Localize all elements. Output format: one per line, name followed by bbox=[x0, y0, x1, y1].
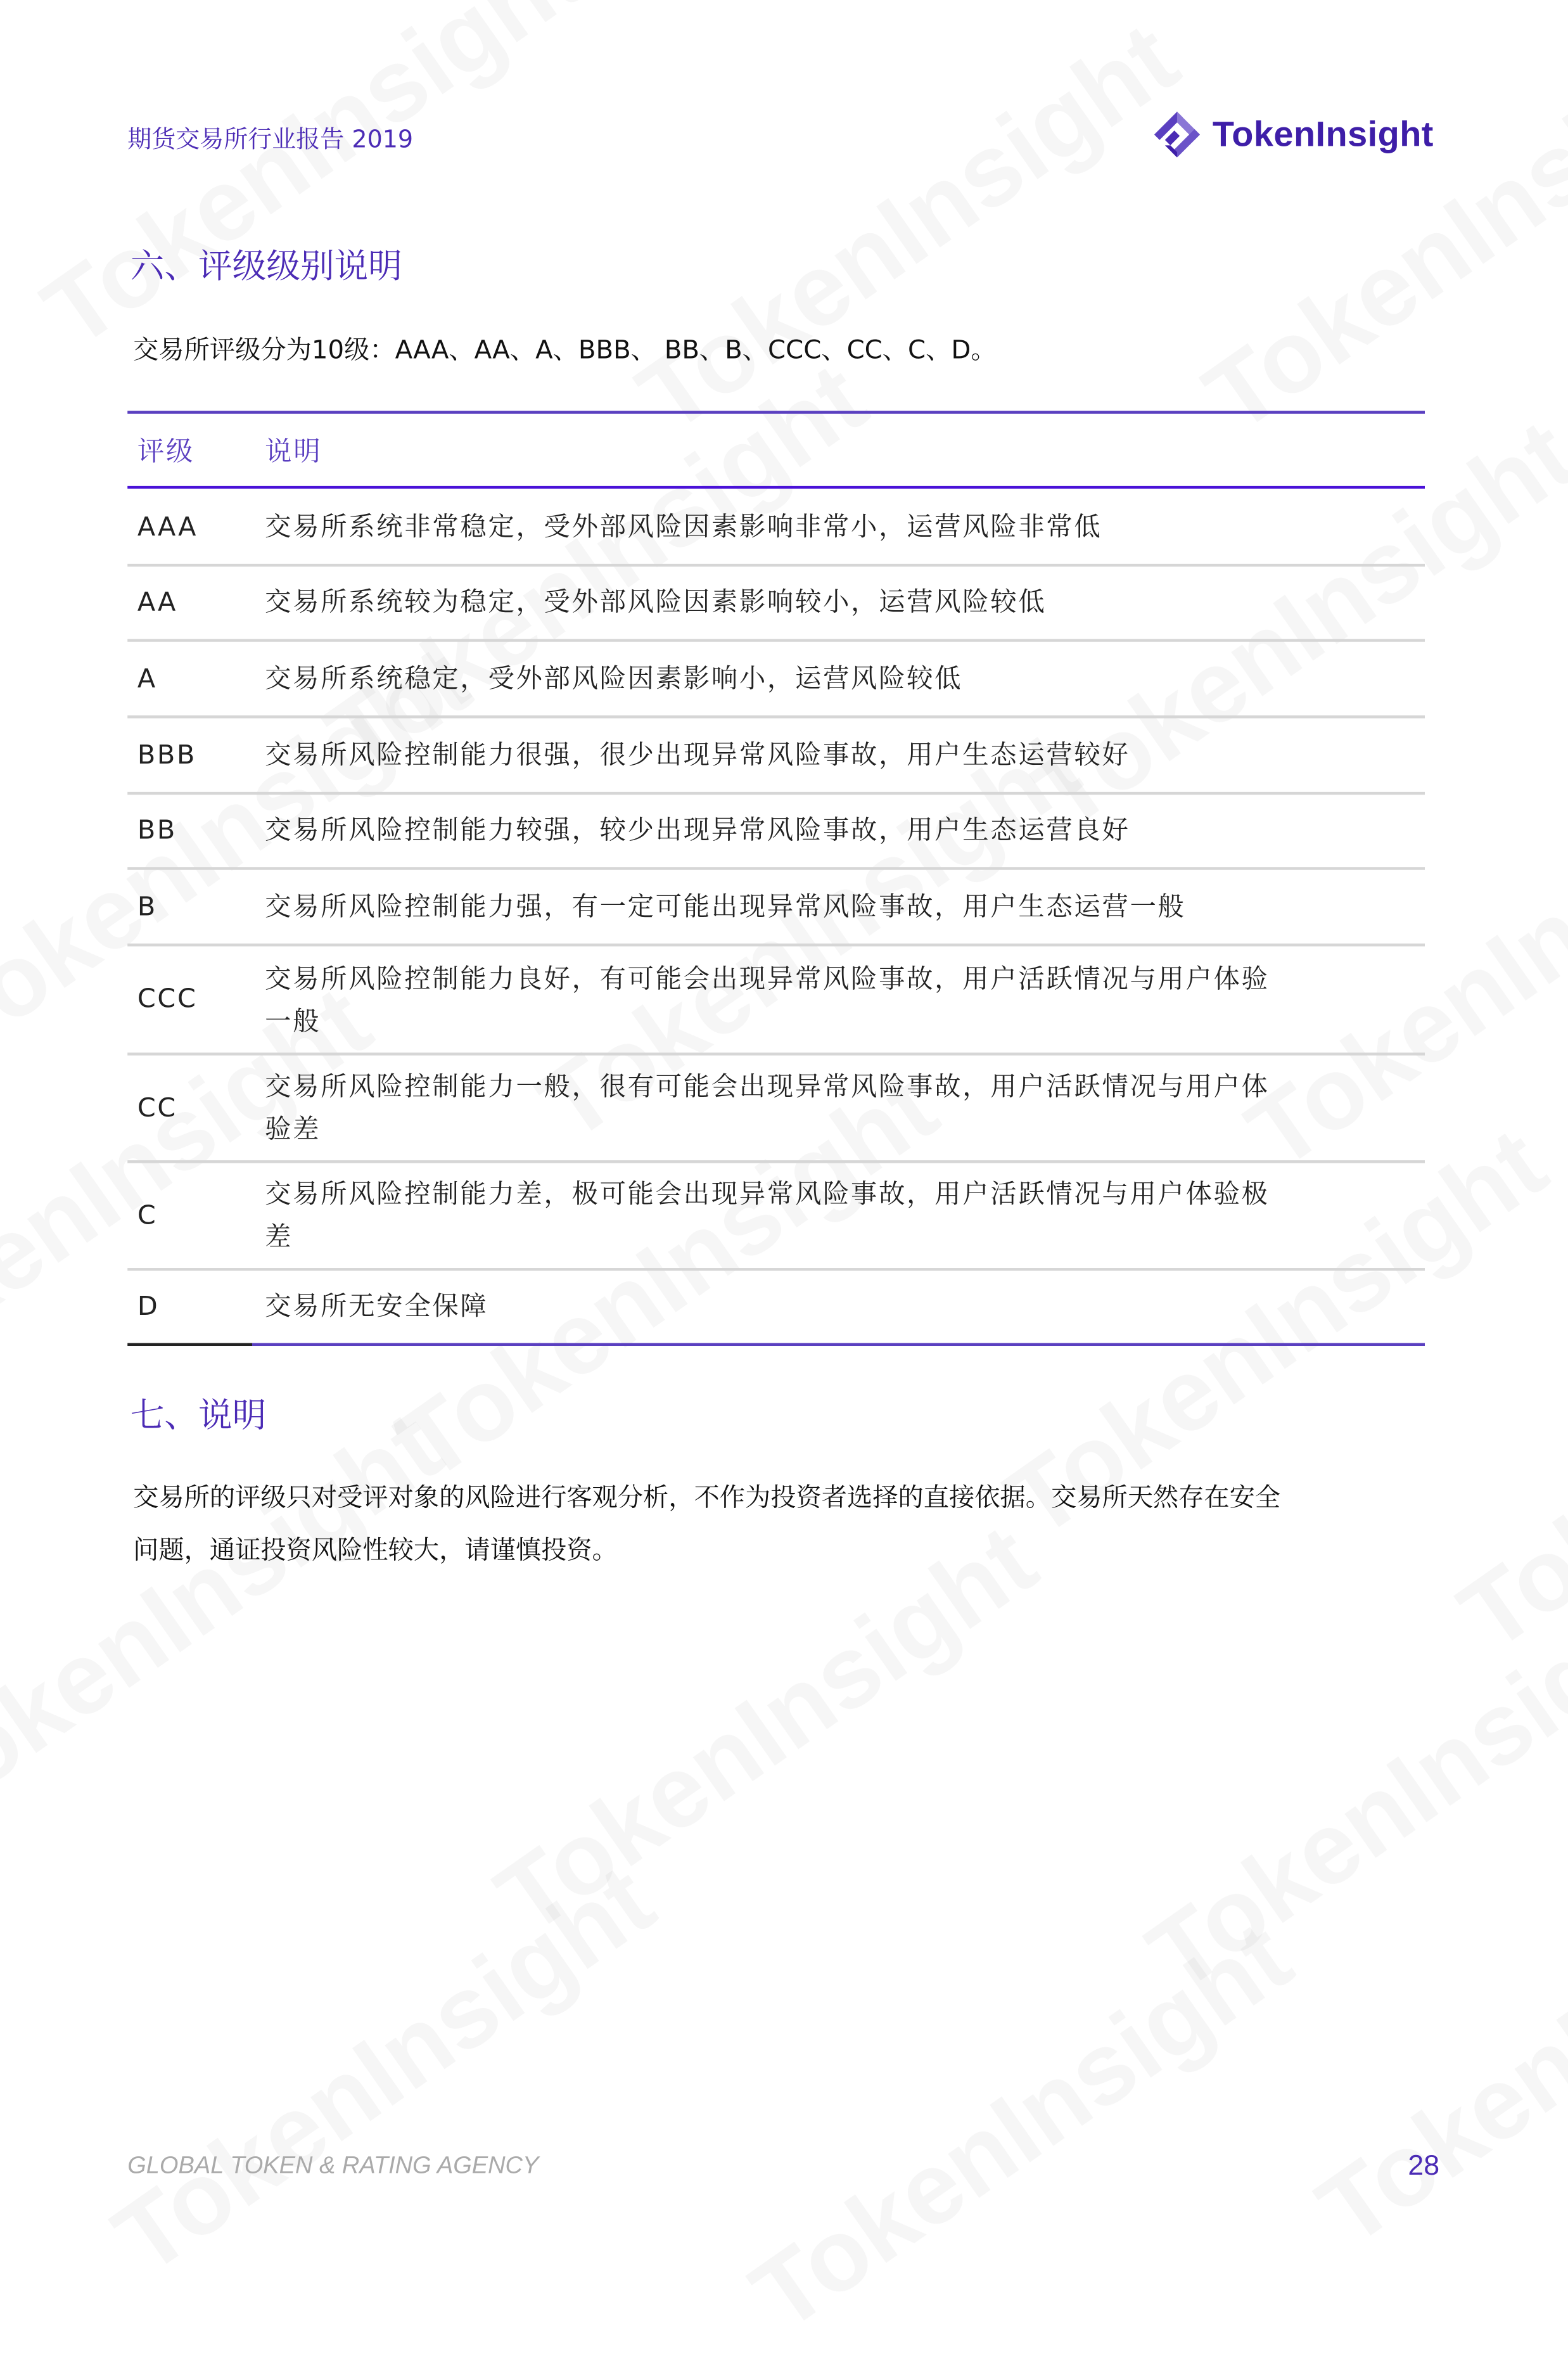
rating-grade: A bbox=[137, 663, 157, 694]
rating-description: 交易所风险控制能力差，极可能会出现异常风险事故，用户活跃情况与用户体验极 bbox=[265, 1180, 1270, 1210]
row-divider bbox=[127, 1268, 1425, 1270]
rating-grade: BB bbox=[137, 816, 177, 846]
watermark bbox=[0, 1389, 462, 1844]
table-bottom-border bbox=[127, 1343, 1425, 1346]
section-7-title: 七、说明 bbox=[130, 1395, 267, 1435]
header-description: 说明 bbox=[265, 436, 322, 468]
rating-grade: AAA bbox=[137, 512, 198, 542]
rating-description: 交易所风险控制能力强，有一定可能出现异常风险事故，用户生态运营一般 bbox=[265, 892, 1186, 922]
row-divider bbox=[127, 639, 1425, 641]
watermark bbox=[1015, 397, 1568, 852]
rating-grade: BBB bbox=[137, 740, 197, 771]
rating-grade: AA bbox=[137, 587, 177, 618]
rating-grade: B bbox=[137, 892, 157, 922]
watermark bbox=[1185, 1, 1568, 456]
table-top-border bbox=[127, 411, 1425, 413]
rating-grade: CCC bbox=[137, 984, 198, 1014]
watermark bbox=[23, 0, 604, 371]
watermark bbox=[378, 1049, 958, 1504]
rating-description: 差 bbox=[265, 1222, 293, 1253]
row-divider bbox=[127, 715, 1425, 718]
logo bbox=[1150, 108, 1433, 162]
rating-description: 交易所风险控制能力一般，很有可能会出现异常风险事故，用户活跃情况与用户体 bbox=[265, 1072, 1270, 1103]
footer-agency: GLOBAL TOKEN & RATING AGENCY bbox=[127, 2152, 539, 2179]
row-divider bbox=[127, 1052, 1425, 1055]
rating-description: 一般 bbox=[265, 1006, 321, 1037]
rating-grade: CC bbox=[137, 1092, 178, 1123]
header-grade: 评级 bbox=[137, 436, 195, 468]
rating-grade: C bbox=[137, 1200, 158, 1231]
rating-description: 交易所风险控制能力很强，很少出现异常风险事故，用户生态运营较好 bbox=[265, 740, 1130, 771]
section-6-intro: 交易所评级分为10级：AAA、AA、A、BBB、 BB、B、CCC、CC、C、D。 bbox=[133, 335, 997, 366]
logo-text: TokenInsight bbox=[1212, 113, 1434, 154]
rating-description: 交易所风险控制能力较强，较少出现异常风险事故，用户生态运营良好 bbox=[265, 816, 1130, 846]
rating-grade: D bbox=[137, 1292, 160, 1322]
watermark bbox=[732, 1899, 1312, 2354]
row-divider bbox=[127, 792, 1425, 795]
row-divider bbox=[127, 564, 1425, 566]
rating-description: 交易所无安全保障 bbox=[265, 1292, 488, 1322]
watermark bbox=[618, 1, 1199, 456]
row-divider bbox=[127, 867, 1425, 869]
table-header-border bbox=[127, 486, 1425, 489]
section-6-title: 六、评级级别说明 bbox=[130, 246, 402, 286]
row-divider bbox=[127, 944, 1425, 946]
page-number: 28 bbox=[1408, 2150, 1440, 2182]
section-7-line-2: 问题，通证投资风险性较大，请谨慎投资。 bbox=[133, 1535, 618, 1566]
rating-description: 交易所系统非常稳定，受外部风险因素影响非常小，运营风险非常低 bbox=[265, 512, 1102, 542]
tokeninsight-logo-icon bbox=[1150, 108, 1204, 162]
watermark bbox=[1440, 1219, 1568, 1674]
rating-description: 验差 bbox=[265, 1115, 321, 1145]
watermark bbox=[94, 1843, 675, 2298]
rating-description: 交易所风险控制能力良好，有可能会出现异常风险事故，用户活跃情况与用户体验 bbox=[265, 964, 1270, 994]
rating-description: 交易所系统稳定，受外部风险因素影响小，运营风险较低 bbox=[265, 663, 963, 694]
section-7-line-1: 交易所的评级只对受评对象的风险进行客观分析，不作为投资者选择的直接依据。交易所天然存在安全 bbox=[133, 1483, 1281, 1513]
row-divider bbox=[127, 1160, 1425, 1163]
rating-description: 交易所系统较为稳定，受外部风险因素影响较小，运营风险较低 bbox=[265, 587, 1047, 618]
report-title: 期货交易所行业报告 2019 bbox=[127, 125, 414, 155]
watermark bbox=[1227, 738, 1568, 1193]
